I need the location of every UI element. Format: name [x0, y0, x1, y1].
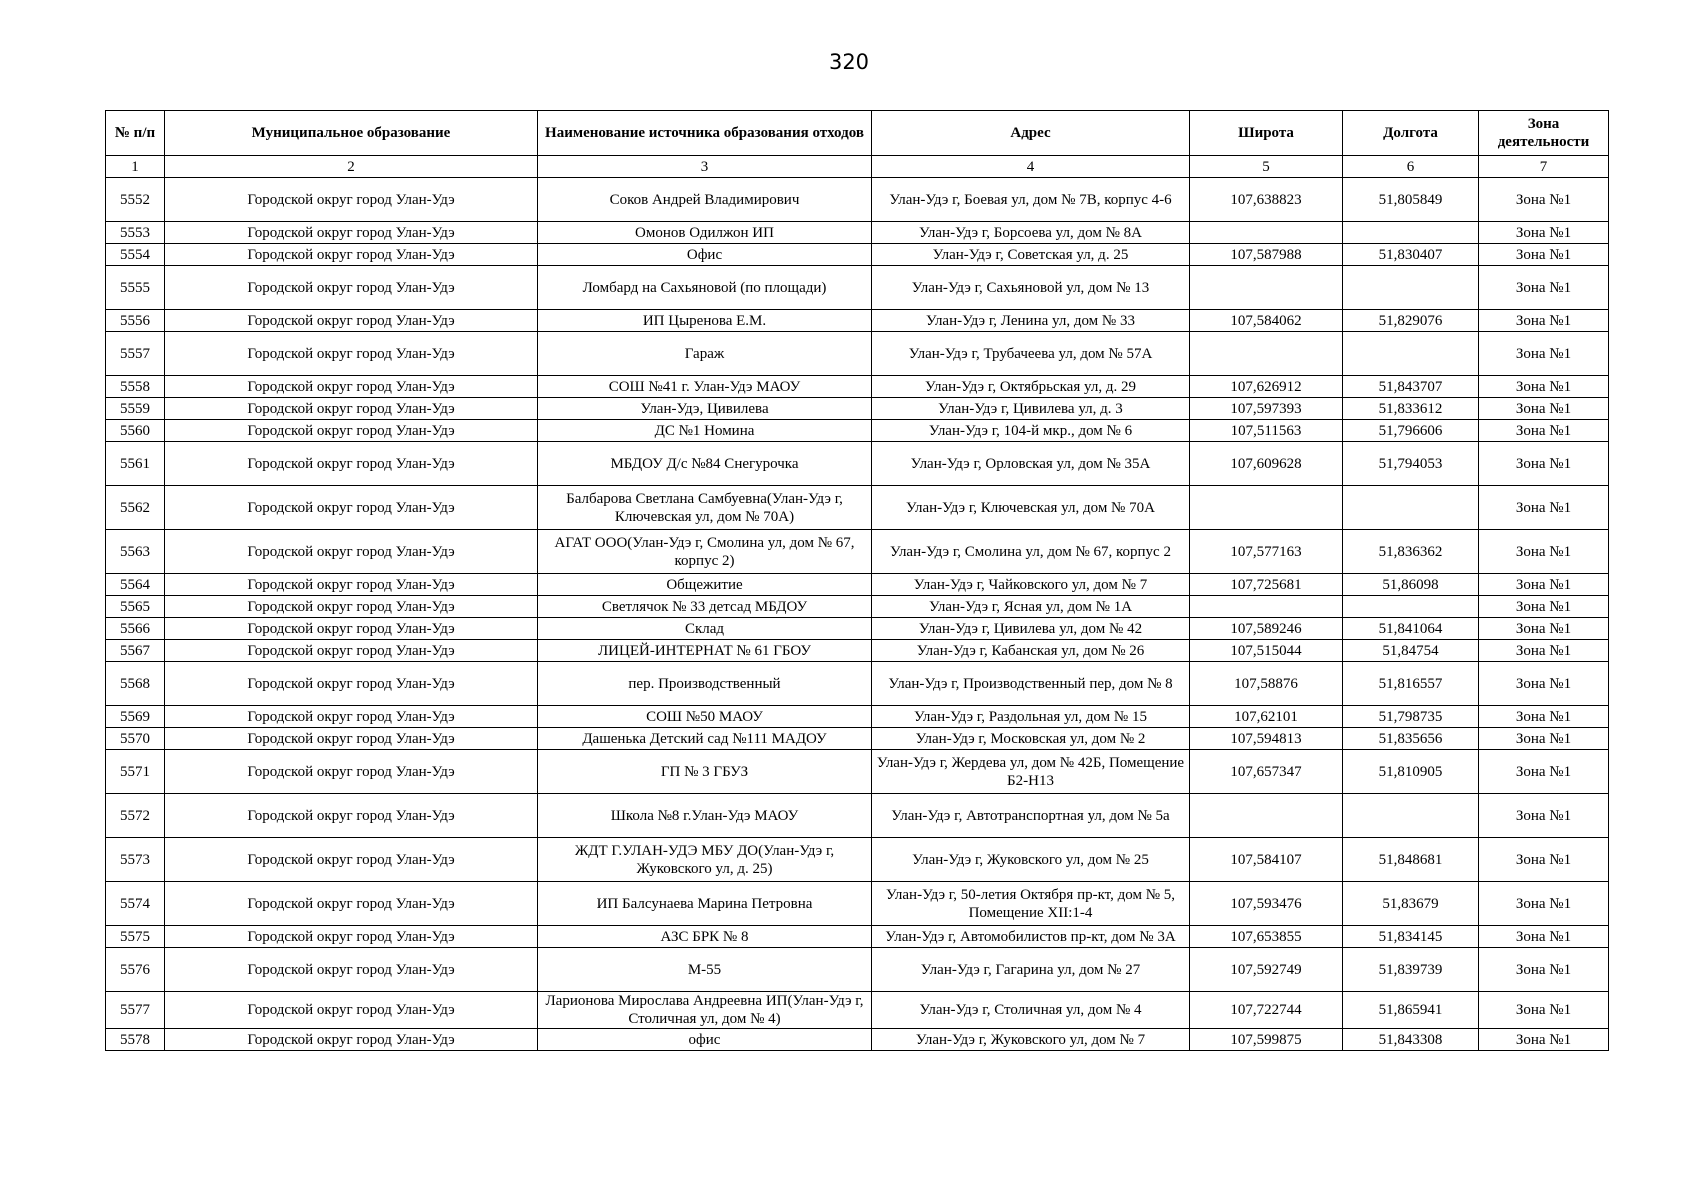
table-row	[106, 178, 1609, 222]
address-cell: Улан-Удэ г, Столичная ул, дом № 4	[872, 992, 1190, 1029]
header-cell: Адрес	[872, 111, 1190, 156]
table-row	[106, 332, 1609, 376]
column-number-row	[106, 156, 1609, 178]
table-row	[106, 420, 1609, 442]
latitude-cell: 107,638823	[1190, 178, 1343, 222]
zone-cell: Зона №1	[1479, 596, 1609, 618]
address-cell: Улан-Удэ г, Советская ул, д. 25	[872, 244, 1190, 266]
municipality-cell: Городской округ город Улан-Удэ	[165, 596, 538, 618]
row-number-cell: 5572	[106, 794, 165, 838]
column-number-cell: 7	[1479, 156, 1609, 178]
source-name-cell: ЖДТ Г.УЛАН-УДЭ МБУ ДО(Улан-Удэ г, Жуковского ул, д. 25)	[538, 838, 872, 882]
municipality-cell: Городской округ город Улан-Удэ	[165, 662, 538, 706]
longitude-cell: 51,841064	[1343, 618, 1479, 640]
address-cell: Улан-Удэ г, Автотранспортная ул, дом № 5а	[872, 794, 1190, 838]
municipality-cell: Городской округ город Улан-Удэ	[165, 706, 538, 728]
table-row	[106, 992, 1609, 1029]
table-row	[106, 266, 1609, 310]
latitude-cell: 107,511563	[1190, 420, 1343, 442]
source-name-cell: М-55	[538, 948, 872, 992]
longitude-cell: 51,794053	[1343, 442, 1479, 486]
address-cell: Улан-Удэ г, Жуковского ул, дом № 25	[872, 838, 1190, 882]
address-cell: Улан-Удэ г, Производственный пер, дом № 8	[872, 662, 1190, 706]
table-row	[106, 750, 1609, 794]
address-cell: Улан-Удэ г, Жуковского ул, дом № 7	[872, 1029, 1190, 1051]
zone-cell: Зона №1	[1479, 838, 1609, 882]
municipality-cell: Городской округ город Улан-Удэ	[165, 838, 538, 882]
address-cell: Улан-Удэ г, Ленина ул, дом № 33	[872, 310, 1190, 332]
row-number-cell: 5565	[106, 596, 165, 618]
longitude-cell: 51,865941	[1343, 992, 1479, 1029]
longitude-cell	[1343, 596, 1479, 618]
latitude-cell: 107,597393	[1190, 398, 1343, 420]
latitude-cell: 107,584107	[1190, 838, 1343, 882]
row-number-cell: 5571	[106, 750, 165, 794]
address-cell: Улан-Удэ г, Трубачеева ул, дом № 57А	[872, 332, 1190, 376]
longitude-cell: 51,798735	[1343, 706, 1479, 728]
latitude-cell: 107,722744	[1190, 992, 1343, 1029]
source-name-cell: Гараж	[538, 332, 872, 376]
row-number-cell: 5567	[106, 640, 165, 662]
longitude-cell: 51,829076	[1343, 310, 1479, 332]
table-row	[106, 662, 1609, 706]
latitude-cell: 107,577163	[1190, 530, 1343, 574]
zone-cell: Зона №1	[1479, 530, 1609, 574]
latitude-cell: 107,584062	[1190, 310, 1343, 332]
longitude-cell	[1343, 332, 1479, 376]
table-row	[106, 618, 1609, 640]
latitude-cell: 107,589246	[1190, 618, 1343, 640]
latitude-cell: 107,515044	[1190, 640, 1343, 662]
header-cell: Зона деятельности	[1479, 111, 1609, 156]
longitude-cell: 51,836362	[1343, 530, 1479, 574]
row-number-cell: 5569	[106, 706, 165, 728]
longitude-cell: 51,830407	[1343, 244, 1479, 266]
row-number-cell: 5574	[106, 882, 165, 926]
address-cell: Улан-Удэ г, Цивилева ул, д. 3	[872, 398, 1190, 420]
address-cell: Улан-Удэ г, Боевая ул, дом № 7В, корпус 4-6	[872, 178, 1190, 222]
row-number-cell: 5558	[106, 376, 165, 398]
longitude-cell: 51,816557	[1343, 662, 1479, 706]
row-number-cell: 5568	[106, 662, 165, 706]
source-name-cell: Склад	[538, 618, 872, 640]
source-name-cell: ИП Балсунаева Марина Петровна	[538, 882, 872, 926]
row-number-cell: 5560	[106, 420, 165, 442]
latitude-cell: 107,657347	[1190, 750, 1343, 794]
municipality-cell: Городской округ город Улан-Удэ	[165, 178, 538, 222]
table-row	[106, 1029, 1609, 1051]
municipality-cell: Городской округ город Улан-Удэ	[165, 618, 538, 640]
longitude-cell: 51,839739	[1343, 948, 1479, 992]
source-name-cell: Офис	[538, 244, 872, 266]
row-number-cell: 5570	[106, 728, 165, 750]
source-name-cell: Дашенька Детский сад №111 МАДОУ	[538, 728, 872, 750]
address-cell: Улан-Удэ г, 50-летия Октября пр-кт, дом № 5, Помещение XII:1-4	[872, 882, 1190, 926]
zone-cell: Зона №1	[1479, 1029, 1609, 1051]
longitude-cell: 51,86098	[1343, 574, 1479, 596]
page-number: 320	[828, 50, 870, 74]
zone-cell: Зона №1	[1479, 310, 1609, 332]
longitude-cell: 51,835656	[1343, 728, 1479, 750]
header-cell: № п/п	[106, 111, 165, 156]
latitude-cell: 107,587988	[1190, 244, 1343, 266]
zone-cell: Зона №1	[1479, 244, 1609, 266]
row-number-cell: 5556	[106, 310, 165, 332]
latitude-cell	[1190, 332, 1343, 376]
latitude-cell: 107,626912	[1190, 376, 1343, 398]
longitude-cell: 51,84754	[1343, 640, 1479, 662]
longitude-cell: 51,833612	[1343, 398, 1479, 420]
column-number-cell: 6	[1343, 156, 1479, 178]
row-number-cell: 5561	[106, 442, 165, 486]
row-number-cell: 5552	[106, 178, 165, 222]
latitude-cell: 107,594813	[1190, 728, 1343, 750]
longitude-cell: 51,834145	[1343, 926, 1479, 948]
zone-cell: Зона №1	[1479, 332, 1609, 376]
zone-cell: Зона №1	[1479, 882, 1609, 926]
source-name-cell: Школа №8 г.Улан-Удэ МАОУ	[538, 794, 872, 838]
column-number-cell: 1	[106, 156, 165, 178]
header-cell: Муниципальное образование	[165, 111, 538, 156]
address-cell: Улан-Удэ г, Ключевская ул, дом № 70А	[872, 486, 1190, 530]
source-name-cell: пер. Производственный	[538, 662, 872, 706]
zone-cell: Зона №1	[1479, 992, 1609, 1029]
latitude-cell	[1190, 794, 1343, 838]
row-number-cell: 5553	[106, 222, 165, 244]
municipality-cell: Городской округ город Улан-Удэ	[165, 486, 538, 530]
latitude-cell	[1190, 596, 1343, 618]
longitude-cell: 51,843707	[1343, 376, 1479, 398]
table-row	[106, 728, 1609, 750]
zone-cell: Зона №1	[1479, 266, 1609, 310]
address-cell: Улан-Удэ г, Сахьяновой ул, дом № 13	[872, 266, 1190, 310]
zone-cell: Зона №1	[1479, 948, 1609, 992]
zone-cell: Зона №1	[1479, 640, 1609, 662]
longitude-cell: 51,843308	[1343, 1029, 1479, 1051]
source-name-cell: СОШ №41 г. Улан-Удэ МАОУ	[538, 376, 872, 398]
source-name-cell: Омонов Одилжон ИП	[538, 222, 872, 244]
source-name-cell: ГП № 3 ГБУЗ	[538, 750, 872, 794]
zone-cell: Зона №1	[1479, 222, 1609, 244]
row-number-cell: 5575	[106, 926, 165, 948]
municipality-cell: Городской округ город Улан-Удэ	[165, 992, 538, 1029]
table-row	[106, 398, 1609, 420]
municipality-cell: Городской округ город Улан-Удэ	[165, 376, 538, 398]
address-cell: Улан-Удэ г, Жердева ул, дом № 42Б, Помещение Б2-Н13	[872, 750, 1190, 794]
latitude-cell: 107,58876	[1190, 662, 1343, 706]
latitude-cell: 107,593476	[1190, 882, 1343, 926]
address-cell: Улан-Удэ г, Октябрьская ул, д. 29	[872, 376, 1190, 398]
municipality-cell: Городской округ город Улан-Удэ	[165, 640, 538, 662]
address-cell: Улан-Удэ г, Автомобилистов пр-кт, дом № 3А	[872, 926, 1190, 948]
municipality-cell: Городской округ город Улан-Удэ	[165, 266, 538, 310]
table-body	[106, 178, 1609, 1051]
municipality-cell: Городской округ город Улан-Удэ	[165, 1029, 538, 1051]
zone-cell: Зона №1	[1479, 574, 1609, 596]
zone-cell: Зона №1	[1479, 486, 1609, 530]
municipality-cell: Городской округ город Улан-Удэ	[165, 310, 538, 332]
zone-cell: Зона №1	[1479, 178, 1609, 222]
municipality-cell: Городской округ город Улан-Удэ	[165, 420, 538, 442]
table-row	[106, 926, 1609, 948]
source-name-cell: Ломбард на Сахьяновой (по площади)	[538, 266, 872, 310]
row-number-cell: 5564	[106, 574, 165, 596]
municipality-cell: Городской округ город Улан-Удэ	[165, 332, 538, 376]
source-name-cell: Ларионова Мирослава Андреевна ИП(Улан-Удэ г, Столичная ул, дом № 4)	[538, 992, 872, 1029]
zone-cell: Зона №1	[1479, 442, 1609, 486]
latitude-cell: 107,609628	[1190, 442, 1343, 486]
latitude-cell: 107,62101	[1190, 706, 1343, 728]
zone-cell: Зона №1	[1479, 750, 1609, 794]
address-cell: Улан-Удэ г, Ясная ул, дом № 1А	[872, 596, 1190, 618]
zone-cell: Зона №1	[1479, 926, 1609, 948]
table-row	[106, 376, 1609, 398]
source-name-cell: офис	[538, 1029, 872, 1051]
column-number-cell: 3	[538, 156, 872, 178]
address-cell: Улан-Удэ г, Московская ул, дом № 2	[872, 728, 1190, 750]
municipality-cell: Городской округ город Улан-Удэ	[165, 442, 538, 486]
column-number-cell: 2	[165, 156, 538, 178]
table-row	[106, 596, 1609, 618]
longitude-cell: 51,848681	[1343, 838, 1479, 882]
municipality-cell: Городской округ город Улан-Удэ	[165, 222, 538, 244]
table-row	[106, 838, 1609, 882]
longitude-cell: 51,83679	[1343, 882, 1479, 926]
waste-sources-table	[105, 110, 1609, 1051]
source-name-cell: ЛИЦЕЙ-ИНТЕРНАТ № 61 ГБОУ	[538, 640, 872, 662]
address-cell: Улан-Удэ г, Борсоева ул, дом № 8А	[872, 222, 1190, 244]
source-name-cell: Улан-Удэ, Цивилева	[538, 398, 872, 420]
table-row	[106, 948, 1609, 992]
zone-cell: Зона №1	[1479, 728, 1609, 750]
municipality-cell: Городской округ город Улан-Удэ	[165, 398, 538, 420]
address-cell: Улан-Удэ г, Кабанская ул, дом № 26	[872, 640, 1190, 662]
longitude-cell: 51,805849	[1343, 178, 1479, 222]
row-number-cell: 5562	[106, 486, 165, 530]
table-row	[106, 882, 1609, 926]
zone-cell: Зона №1	[1479, 420, 1609, 442]
zone-cell: Зона №1	[1479, 706, 1609, 728]
column-number-cell: 5	[1190, 156, 1343, 178]
source-name-cell: ДС №1 Номина	[538, 420, 872, 442]
longitude-cell	[1343, 222, 1479, 244]
row-number-cell: 5578	[106, 1029, 165, 1051]
municipality-cell: Городской округ город Улан-Удэ	[165, 244, 538, 266]
table-row	[106, 706, 1609, 728]
municipality-cell: Городской округ город Улан-Удэ	[165, 574, 538, 596]
source-name-cell: МБДОУ Д/с №84 Снегурочка	[538, 442, 872, 486]
address-cell: Улан-Удэ г, Орловская ул, дом № 35А	[872, 442, 1190, 486]
zone-cell: Зона №1	[1479, 376, 1609, 398]
header-cell: Долгота	[1343, 111, 1479, 156]
table-row	[106, 486, 1609, 530]
longitude-cell	[1343, 794, 1479, 838]
latitude-cell: 107,592749	[1190, 948, 1343, 992]
zone-cell: Зона №1	[1479, 662, 1609, 706]
source-name-cell: Соков Андрей Владимирович	[538, 178, 872, 222]
source-name-cell: Общежитие	[538, 574, 872, 596]
zone-cell: Зона №1	[1479, 618, 1609, 640]
source-name-cell: ИП Цыренова Е.М.	[538, 310, 872, 332]
table-row	[106, 794, 1609, 838]
address-cell: Улан-Удэ г, 104-й мкр., дом № 6	[872, 420, 1190, 442]
row-number-cell: 5557	[106, 332, 165, 376]
row-number-cell: 5573	[106, 838, 165, 882]
column-number-cell: 4	[872, 156, 1190, 178]
address-cell: Улан-Удэ г, Смолина ул, дом № 67, корпус 2	[872, 530, 1190, 574]
row-number-cell: 5563	[106, 530, 165, 574]
header-row	[106, 111, 1609, 156]
row-number-cell: 5559	[106, 398, 165, 420]
source-name-cell: АГАТ ООО(Улан-Удэ г, Смолина ул, дом № 67, корпус 2)	[538, 530, 872, 574]
municipality-cell: Городской округ город Улан-Удэ	[165, 948, 538, 992]
table-row	[106, 310, 1609, 332]
longitude-cell	[1343, 486, 1479, 530]
zone-cell: Зона №1	[1479, 794, 1609, 838]
latitude-cell: 107,599875	[1190, 1029, 1343, 1051]
address-cell: Улан-Удэ г, Гагарина ул, дом № 27	[872, 948, 1190, 992]
latitude-cell: 107,653855	[1190, 926, 1343, 948]
row-number-cell: 5555	[106, 266, 165, 310]
longitude-cell	[1343, 266, 1479, 310]
row-number-cell: 5577	[106, 992, 165, 1029]
latitude-cell	[1190, 266, 1343, 310]
source-name-cell: Балбарова Светлана Самбуевна(Улан-Удэ г, Ключевская ул, дом № 70А)	[538, 486, 872, 530]
source-name-cell: Светлячок № 33 детсад МБДОУ	[538, 596, 872, 618]
address-cell: Улан-Удэ г, Чайковского ул, дом № 7	[872, 574, 1190, 596]
municipality-cell: Городской округ город Улан-Удэ	[165, 728, 538, 750]
municipality-cell: Городской округ город Улан-Удэ	[165, 926, 538, 948]
address-cell: Улан-Удэ г, Раздольная ул, дом № 15	[872, 706, 1190, 728]
zone-cell: Зона №1	[1479, 398, 1609, 420]
table-row	[106, 530, 1609, 574]
municipality-cell: Городской округ город Улан-Удэ	[165, 750, 538, 794]
row-number-cell: 5576	[106, 948, 165, 992]
municipality-cell: Городской округ город Улан-Удэ	[165, 882, 538, 926]
address-cell: Улан-Удэ г, Цивилева ул, дом № 42	[872, 618, 1190, 640]
latitude-cell	[1190, 486, 1343, 530]
table-row	[106, 574, 1609, 596]
source-name-cell: АЗС БРК № 8	[538, 926, 872, 948]
header-cell: Широта	[1190, 111, 1343, 156]
row-number-cell: 5554	[106, 244, 165, 266]
table-row	[106, 222, 1609, 244]
table-row	[106, 442, 1609, 486]
municipality-cell: Городской округ город Улан-Удэ	[165, 794, 538, 838]
row-number-cell: 5566	[106, 618, 165, 640]
table-row	[106, 640, 1609, 662]
longitude-cell: 51,810905	[1343, 750, 1479, 794]
longitude-cell: 51,796606	[1343, 420, 1479, 442]
latitude-cell: 107,725681	[1190, 574, 1343, 596]
municipality-cell: Городской округ город Улан-Удэ	[165, 530, 538, 574]
header-cell: Наименование источника образования отходов	[538, 111, 872, 156]
latitude-cell	[1190, 222, 1343, 244]
table-row	[106, 244, 1609, 266]
source-name-cell: СОШ №50 МАОУ	[538, 706, 872, 728]
